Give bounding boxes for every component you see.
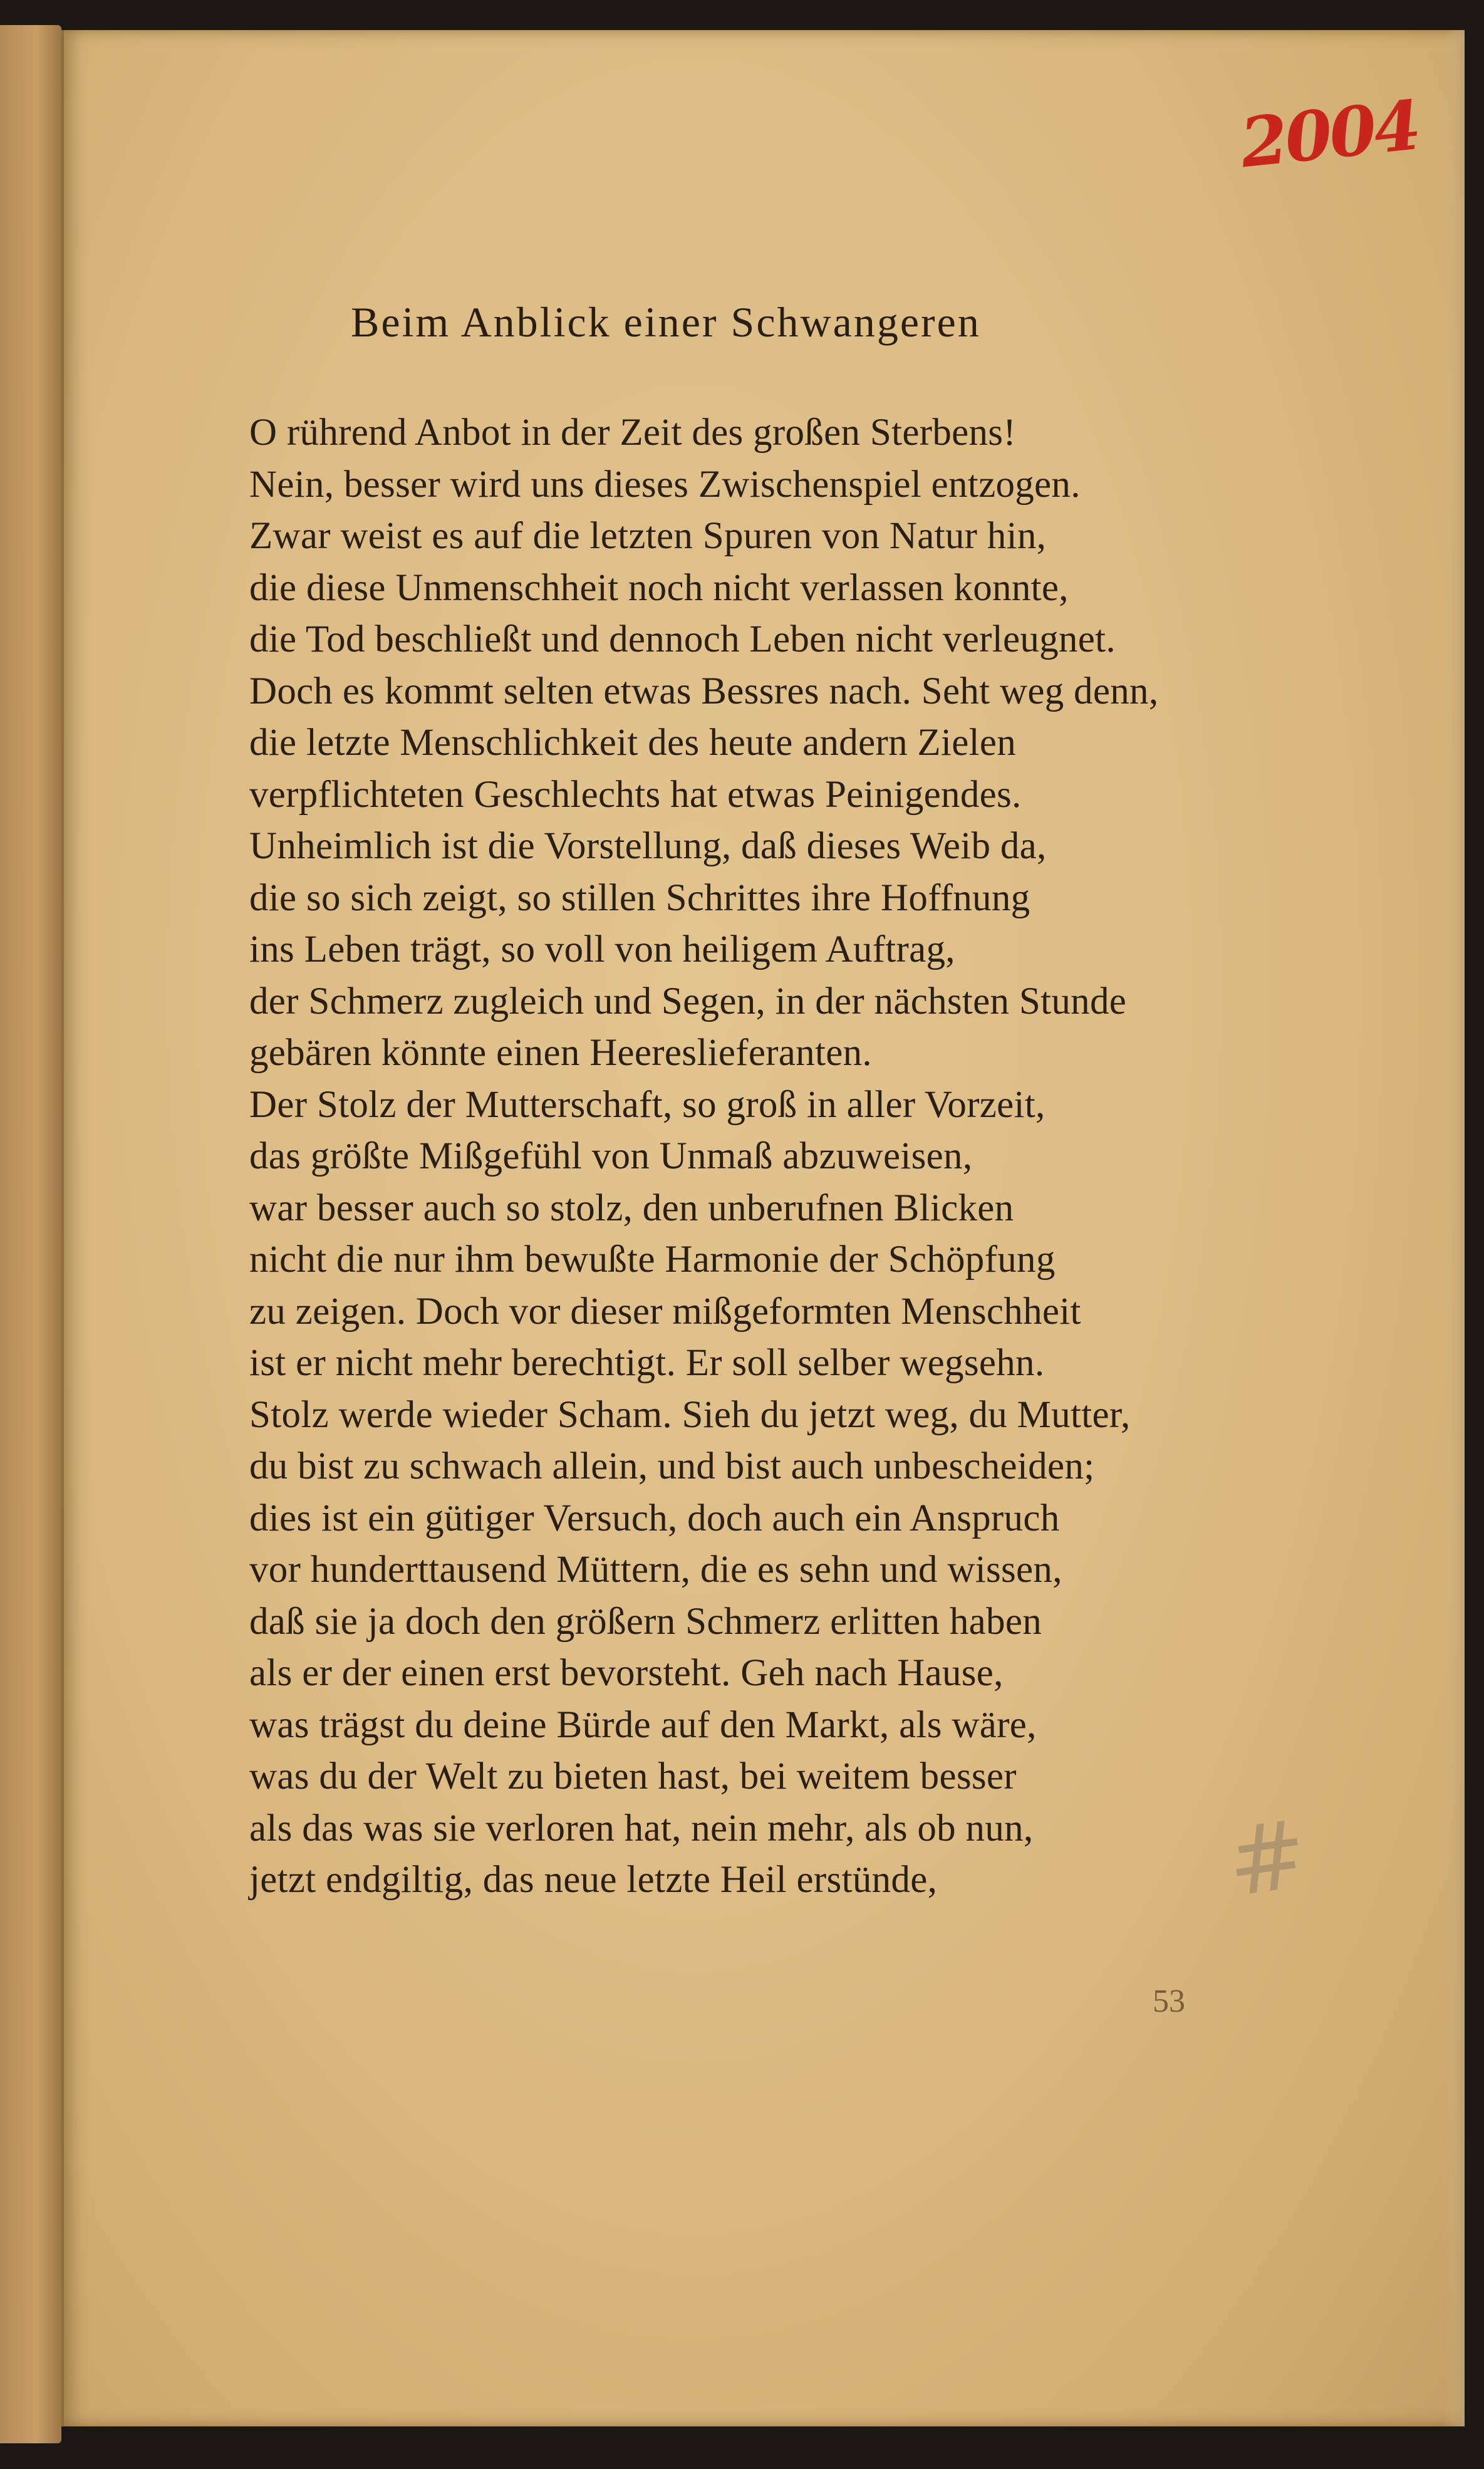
poem-line: Unheimlich ist die Vorstellung, daß dieses Weib da, xyxy=(249,825,1047,867)
page-number: 53 xyxy=(1153,1983,1185,2019)
poem-line: Stolz werde wieder Scham. Sieh du jetzt weg, du Mutter, xyxy=(249,1393,1131,1436)
poem-line: der Schmerz zugleich und Segen, in der nächsten Stunde xyxy=(249,980,1127,1022)
poem-line: Der Stolz der Mutterschaft, so groß in aller Vorzeit, xyxy=(249,1083,1046,1126)
poem-line: die diese Unmenschheit noch nicht verlassen konnte, xyxy=(249,566,1069,609)
poem-line: Nein, besser wird uns dieses Zwischenspiel entzogen. xyxy=(249,463,1081,506)
poem-line: Zwar weist es auf die letzten Spuren von Natur hin, xyxy=(249,515,1047,557)
poem-line: ins Leben trägt, so voll von heiligem Auftrag, xyxy=(249,928,955,970)
poem-line: nicht die nur ihm bewußte Harmonie der Schöpfung xyxy=(249,1239,1056,1281)
poem-line: das größte Mißgefühl von Unmaß abzuweisen, xyxy=(249,1135,973,1177)
poem-line: als das was sie verloren hat, nein mehr, als ob nun, xyxy=(249,1807,1034,1849)
poem-line: jetzt endgiltig, das neue letzte Heil erstünde, xyxy=(249,1859,938,1901)
poem-line: gebären könnte einen Heereslieferanten. xyxy=(249,1032,872,1074)
poem-line: ist er nicht mehr berechtigt. Er soll selber wegsehn. xyxy=(249,1342,1045,1384)
poem-line: vor hunderttausend Müttern, die es sehn und wissen, xyxy=(249,1549,1062,1591)
poem-line: O rührend Anbot in der Zeit des großen Sterbens! xyxy=(249,412,1016,454)
poem-line: daß sie ja doch den größern Schmerz erlitten haben xyxy=(249,1600,1042,1643)
poem-line: die Tod beschließt und dennoch Leben nicht verleugnet. xyxy=(249,618,1116,660)
poem-line: verpflichteten Geschlechts hat etwas Peinigendes. xyxy=(249,773,1022,816)
poem-line: dies ist ein gütiger Versuch, doch auch ein Anspruch xyxy=(249,1497,1060,1539)
page-fore-edge xyxy=(1443,30,1465,2426)
poem-line: Doch es kommt selten etwas Bessres nach. Seht weg denn, xyxy=(249,670,1159,712)
poem-line: du bist zu schwach allein, und bist auch unbescheiden; xyxy=(249,1445,1095,1487)
archive-number-stamp: 2004 xyxy=(1237,86,1423,184)
poem-title: Beim Anblick einer Schwangeren xyxy=(351,298,981,346)
poem-line: als er der einen erst bevorsteht. Geh nach Hause, xyxy=(249,1652,1004,1694)
poem-line: die so sich zeigt, so stillen Schrittes ihre Hoffnung xyxy=(249,876,1030,919)
poem-line: die letzte Menschlichkeit des heute andern Zielen xyxy=(249,722,1017,764)
poem-line: zu zeigen. Doch vor dieser mißgeformten Menschheit xyxy=(249,1290,1081,1333)
poem-line: war besser auch so stolz, den unberufnen Blicken xyxy=(249,1187,1014,1229)
pencil-mark: # xyxy=(1220,1799,1314,1918)
poem-line: was trägst du deine Bürde auf den Markt, als wäre, xyxy=(249,1703,1037,1746)
poem-body xyxy=(249,407,1289,1906)
adjacent-page-edge xyxy=(0,25,61,2443)
poem-line: was du der Welt zu bieten hast, bei weitem besser xyxy=(249,1755,1017,1797)
